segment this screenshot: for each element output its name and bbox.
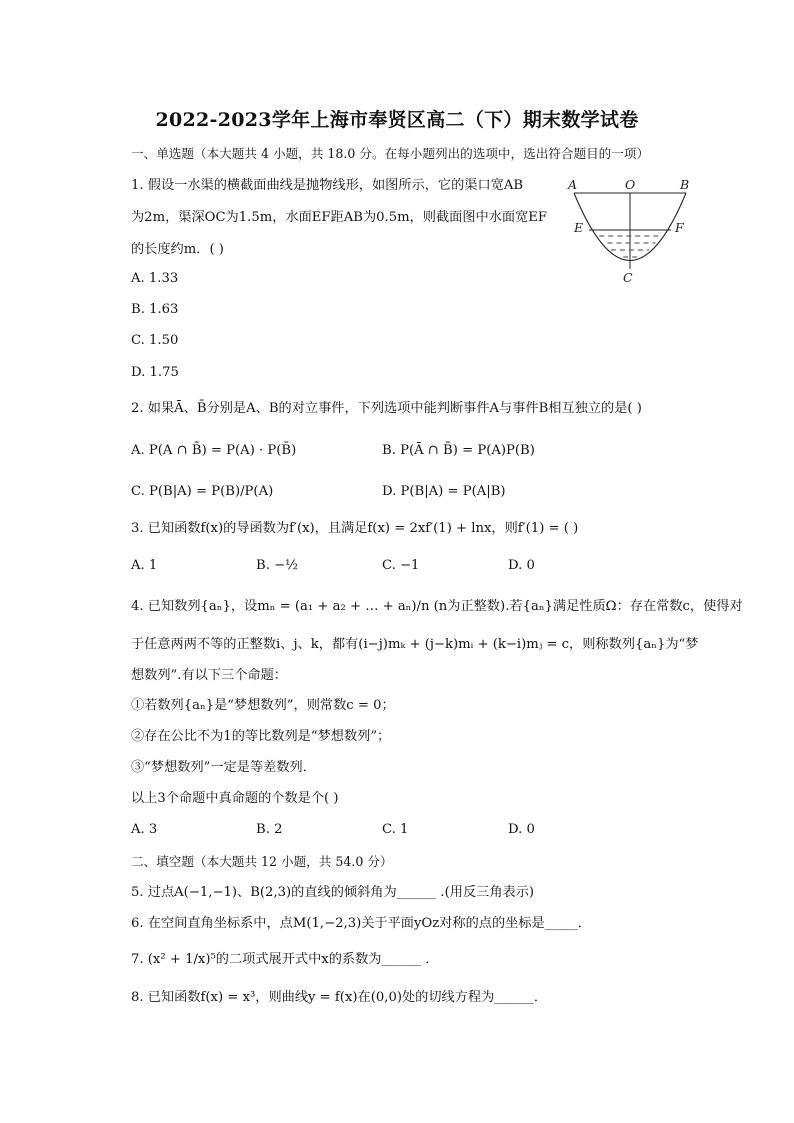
q4-line-6: ③“梦想数列”一定是等差数列． — [131, 760, 316, 775]
q4-line-4: ①若数列{aₙ}是“梦想数列”，则常数c = 0； — [131, 698, 395, 713]
q1-option-a: A. 1.33 — [131, 271, 179, 286]
section2-heading: 二、填空题（本大题共 12 小题，共 54.0 分） — [131, 854, 393, 869]
q1-option-c: C. 1.50 — [131, 333, 179, 348]
q2-stem: 2. 如果Ā、B̄分别是A、B的对立事件，下列选项中能判断事件A与事件B相互独立的是( ) — [131, 401, 642, 416]
q4-option-b: B. 2 — [256, 822, 283, 837]
q1-line-2: 为2m，渠深OC为1.5m，水面EF距AB为0.5m，则截面图中水面宽EF — [131, 210, 548, 225]
q3-stem: 3. 已知函数f(x)的导函数为f′(x)，且满足f(x) = 2xf′(1) + lnx，则f′(1) = ( ) — [131, 521, 579, 536]
q1-line-1: 1. 假设一水渠的横截面曲线是抛物线形，如图所示，它的渠口宽AB — [131, 178, 524, 193]
q4-option-c: C. 1 — [382, 822, 409, 837]
label-o: O — [625, 177, 636, 192]
fill-q7: 7. (x² + 1/x)⁵的二项式展开式中x的系数为______ ． — [131, 952, 439, 967]
q3-option-d: D. 0 — [508, 558, 535, 573]
q4-line-3: 想数列”.有以下三个命题： — [131, 668, 287, 683]
label-a: A — [568, 177, 578, 192]
q4-option-a: A. 3 — [131, 822, 158, 837]
q2-option-b: B. P(Ā ∩ B̄) = P(A)P(B) — [382, 443, 535, 458]
section1-heading: 一、单选题（本大题共 4 小题，共 18.0 分。在每小题列出的选项中，选出符合题目的一项） — [131, 146, 650, 161]
fill-q5: 5. 过点A(−1,−1)、B(2,3)的直线的倾斜角为______ .(用反三角表示) — [131, 885, 535, 900]
q3-option-a: A. 1 — [131, 558, 158, 573]
parabola-channel-figure — [562, 174, 702, 286]
q4-line-5: ②存在公比不为1的等比数列是“梦想数列”； — [131, 729, 391, 744]
q1-option-b: B. 1.63 — [131, 302, 179, 317]
q4-line-2: 于任意两两不等的正整数i、j、k，都有(i−j)mₖ + (j−k)mᵢ + (k−i)mⱼ = c，则称数列{aₙ}为“梦 — [131, 637, 699, 652]
q1-line-3: 的长度约m．( ) — [131, 242, 224, 257]
label-f: F — [675, 220, 684, 235]
exam-title: 2022-2023学年上海市奉贤区高二（下）期末数学试卷 — [155, 109, 639, 131]
q4-line-7: 以上3个命题中真命题的个数是个( ) — [131, 791, 339, 806]
label-c: C — [623, 270, 633, 285]
label-b: B — [680, 177, 690, 192]
q3-option-b: B. −½ — [256, 558, 298, 573]
q2-option-c: C. P(B|A) = P(B)/P(A) — [131, 484, 274, 499]
q3-option-c: C. −1 — [382, 558, 420, 573]
q1-option-d: D. 1.75 — [131, 365, 179, 380]
q4-line-1: 4. 已知数列{aₙ}，设mₙ = (a₁ + a₂ + … + aₙ)/n (n为正整数).若{aₙ}满足性质Ω：存在常数c，使得对 — [131, 599, 743, 614]
label-e: E — [574, 220, 584, 235]
fill-q8: 8. 已知函数f(x) = x³，则曲线y = f(x)在(0,0)处的切线方程为______． — [131, 990, 548, 1005]
q2-option-a: A. P(A ∩ B̄) = P(A) · P(B̄) — [131, 443, 297, 458]
fill-q6: 6. 在空间直角坐标系中，点M(1,−2,3)关于平面yOz对称的点的坐标是_____． — [131, 916, 591, 931]
q2-option-d: D. P(B|A) = P(A|B) — [382, 484, 506, 499]
q4-option-d: D. 0 — [508, 822, 535, 837]
